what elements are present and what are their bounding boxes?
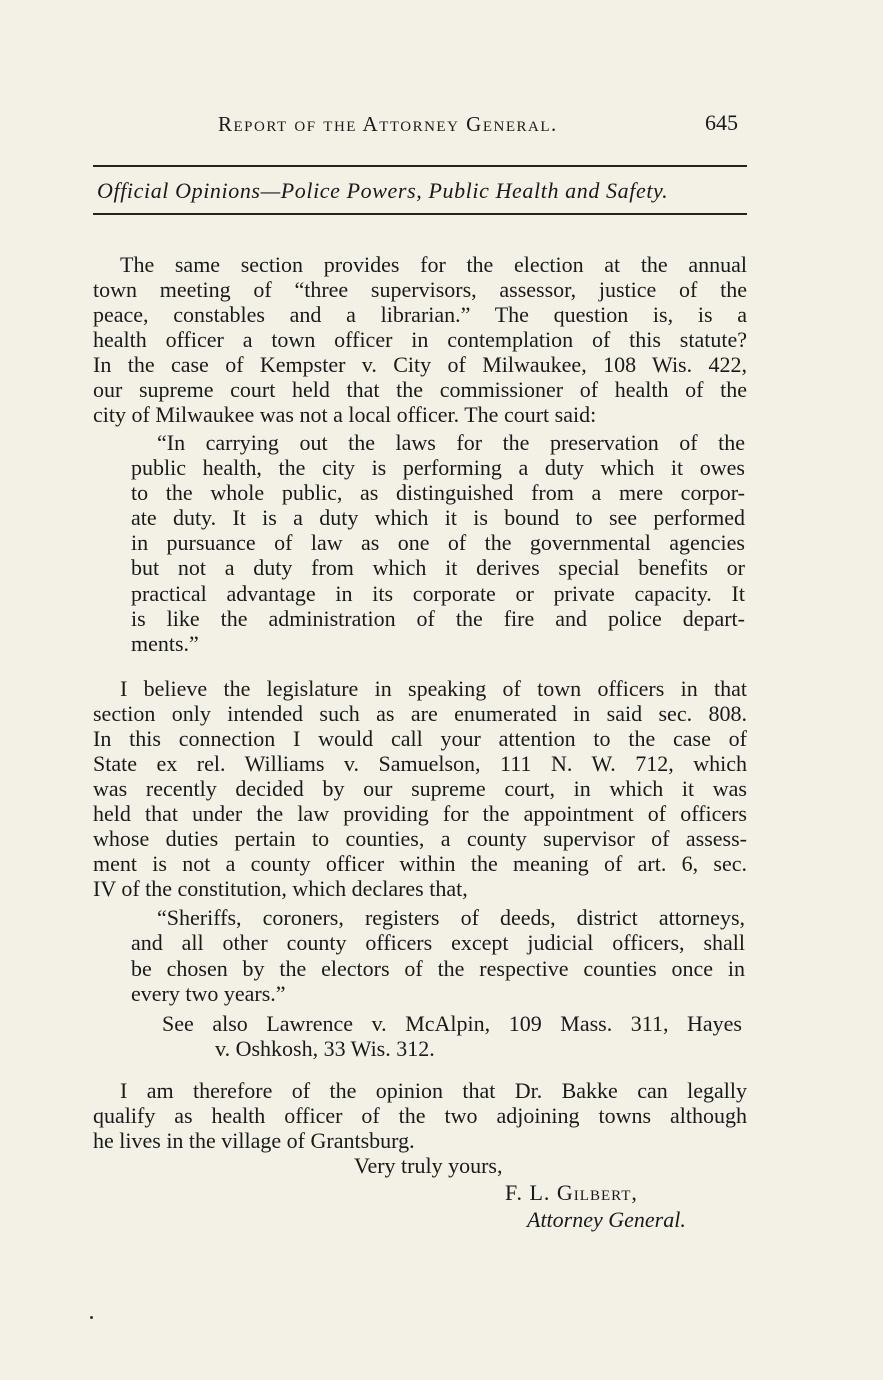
quote-line: be chosen by the electors of the respective counties once in bbox=[131, 956, 745, 981]
signatory-name: F. L. Gilbert, bbox=[505, 1180, 638, 1205]
text-line: he lives in the village of Grantsburg. bbox=[93, 1128, 415, 1153]
text-line: State ex rel. Williams v. Samuelson, 111 N. W. 712, which bbox=[93, 751, 747, 776]
quote-line: in pursuance of law as one of the governmental agencies bbox=[131, 530, 745, 555]
text-line: qualify as health officer of the two adjoining towns although bbox=[93, 1103, 747, 1128]
text-line: section only intended such as are enumerated in said sec. 808. bbox=[93, 701, 747, 726]
text-line: I believe the legislature in speaking of town officers in that bbox=[120, 676, 747, 701]
section-title: Official Opinions—Police Powers, Public Health and Safety. bbox=[97, 178, 669, 203]
text-line: In the case of Kempster v. City of Milwaukee, 108 Wis. 422, bbox=[93, 352, 747, 377]
citation-line: See also Lawrence v. McAlpin, 109 Mass. 311, Hayes bbox=[162, 1011, 742, 1036]
text-line: town meeting of “three supervisors, assessor, justice of the bbox=[93, 277, 747, 302]
quote-line: public health, the city is performing a duty which it owes bbox=[131, 455, 745, 480]
text-line: The same section provides for the election at the annual bbox=[120, 252, 747, 277]
text-line: city of Milwaukee was not a local officer. The court said: bbox=[93, 402, 597, 427]
page-number: 645 bbox=[705, 110, 738, 135]
quote-line: “Sheriffs, coroners, registers of deeds, district attorneys, bbox=[157, 905, 745, 930]
valediction: Very truly yours, bbox=[354, 1153, 503, 1178]
text-line: ment is not a county officer within the meaning of art. 6, sec. bbox=[93, 851, 747, 876]
header-rule-top bbox=[93, 165, 747, 167]
text-line: health officer a town officer in contemplation of this statute? bbox=[93, 327, 747, 352]
header-rule-bottom bbox=[93, 213, 747, 215]
text-line: IV of the constitution, which declares that, bbox=[93, 876, 468, 901]
quote-line: is like the administration of the fire and police depart- bbox=[131, 606, 745, 631]
running-title: Report of the Attorney General. bbox=[218, 112, 558, 136]
text-line: was recently decided by our supreme court, in which it was bbox=[93, 776, 747, 801]
quote-line: but not a duty from which it derives special benefits or bbox=[131, 555, 745, 580]
quote-line: “In carrying out the laws for the preservation of the bbox=[157, 430, 745, 455]
text-line: our supreme court held that the commissioner of health of the bbox=[93, 377, 747, 402]
text-line: I am therefore of the opinion that Dr. Bakke can legally bbox=[120, 1078, 747, 1103]
quote-line: to the whole public, as distinguished from a mere corpor- bbox=[131, 480, 745, 505]
text-line: peace, constables and a librarian.” The question is, is a bbox=[93, 302, 747, 327]
signatory-title: Attorney General. bbox=[527, 1207, 686, 1232]
text-line: whose duties pertain to counties, a county supervisor of assess- bbox=[93, 826, 747, 851]
quote-line: practical advantage in its corporate or private capacity. It bbox=[131, 581, 745, 606]
text-line: In this connection I would call your attention to the case of bbox=[93, 726, 747, 751]
quote-line: every two years.” bbox=[131, 981, 286, 1006]
print-speck bbox=[90, 1316, 93, 1319]
citation-line: v. Oshkosh, 33 Wis. 312. bbox=[215, 1036, 435, 1061]
quote-line: ments.” bbox=[131, 631, 199, 656]
quote-line: and all other county officers except judicial officers, shall bbox=[131, 930, 745, 955]
quote-line: ate duty. It is a duty which it is bound to see performed bbox=[131, 505, 745, 530]
text-line: held that under the law providing for the appointment of officers bbox=[93, 801, 747, 826]
